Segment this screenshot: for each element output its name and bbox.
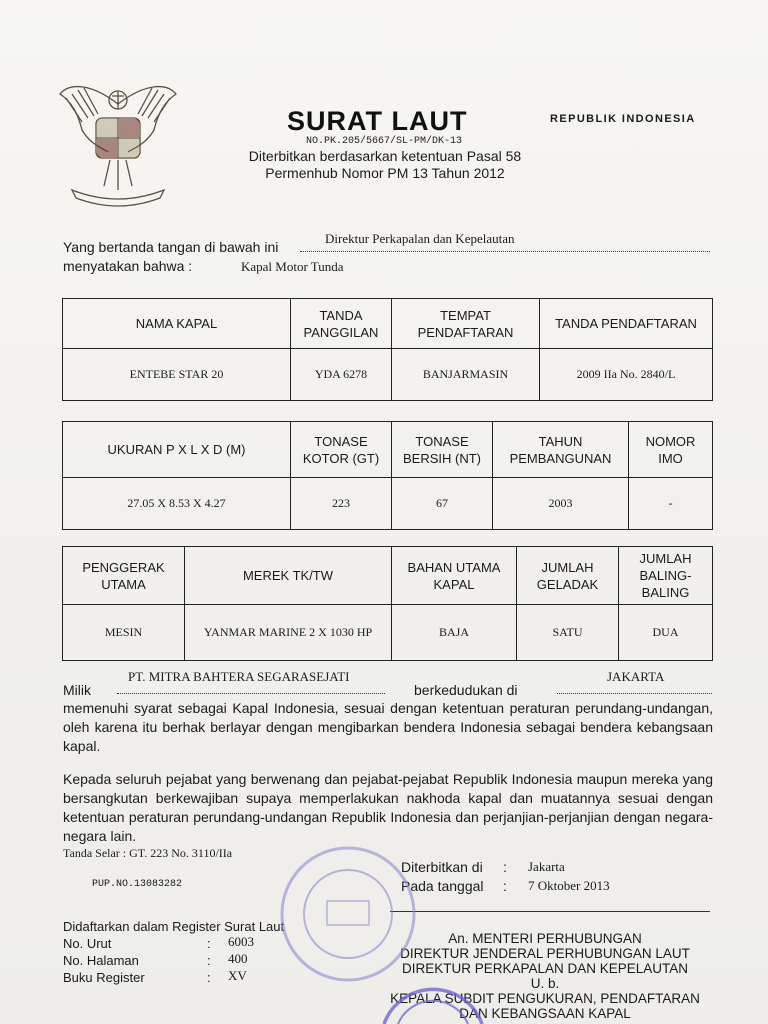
value-tanda-panggilan: YDA 6278 [291,349,392,401]
vessel-type: Kapal Motor Tunda [241,259,344,274]
signature-line: KEPALA SUBDIT PENGUKURAN, PENDAFTARAN [390,991,700,1006]
header-jumlah-geladak: JUMLAH GELADAK [517,547,619,605]
header-bahan-utama: BAHAN UTAMA KAPAL [392,547,517,605]
header-nama-kapal: NAMA KAPAL [63,299,291,349]
header-tonase-bersih: TONASE BERSIH (NT) [392,422,493,478]
owner-name: PT. MITRA BAHTERA SEGARASEJATI [128,669,350,684]
colon: : [207,970,211,985]
header-penggerak-utama: PENGGERAK UTAMA [63,547,185,605]
country-heading: REPUBLIK INDONESIA [550,113,696,125]
legal-basis-line-2: Permenhub Nomor PM 13 Tahun 2012 [265,165,505,181]
issued-place-label: Diterbitkan di [401,859,483,875]
value-tanda-pendaftaran: 2009 IIa No. 2840/L [540,349,713,401]
signature-line: DAN KEBANGSAAN KAPAL [459,1006,631,1021]
signature-line: DIREKTUR PERKAPALAN DAN KEPELAUTAN [401,961,689,976]
issued-date-label: Pada tanggal [401,878,484,894]
value-tonase-kotor: 223 [291,478,392,530]
document-number: NO.PK.205/5667/SL-PM/DK-13 [306,136,463,147]
header-tanda-pendaftaran: TANDA PENDAFTARAN [540,299,713,349]
signature-line: An. MENTERI PERHUBUNGAN [448,931,642,946]
value-ukuran: 27.05 X 8.53 X 4.27 [63,478,291,530]
value-nama-kapal: ENTEBE STAR 20 [63,349,291,401]
value-tahun-pembangunan: 2003 [493,478,629,530]
legal-basis-line-1: Diterbitkan berdasarkan ketentuan Pasal 58 [248,148,522,164]
register-label-buku: Buku Register [63,970,145,985]
owner-label: Milik [63,682,91,698]
register-value-no-halaman: 400 [228,951,248,966]
header-ukuran: UKURAN P X L X D (M) [63,422,291,478]
colon: : [503,878,507,894]
vessel-size-table [62,421,713,530]
dotted-line [557,693,712,694]
value-nomor-imo: - [629,478,713,530]
issued-date: 7 Oktober 2013 [528,878,610,893]
tanda-selar: Tanda Selar : GT. 223 No. 3110/IIa [63,846,233,860]
owner-city: JAKARTA [607,669,665,684]
domicile-label: berkedudukan di [414,682,518,698]
vessel-engine-table [62,546,713,661]
official-stamp [378,984,488,1024]
signed-label: Yang bertanda tangan di bawah ini [63,239,279,255]
value-jumlah-geladak: SATU [517,605,619,661]
register-label-no-halaman: No. Halaman [63,953,139,968]
states-label: menyatakan bahwa : [63,258,193,274]
signature-divider [390,911,710,912]
value-penggerak-utama: MESIN [63,605,185,661]
colon: : [503,859,507,875]
value-tonase-bersih: 67 [392,478,493,530]
document-title: SURAT LAUT [287,106,468,136]
colon: : [207,936,211,951]
value-bahan-utama: BAJA [392,605,517,661]
dotted-line [117,693,385,694]
register-title: Didaftarkan dalam Register Surat Laut [63,919,285,934]
signer-name: Direktur Perkapalan dan Kepelautan [325,231,515,246]
register-label-no-urut: No. Urut [63,936,112,951]
header-tempat-pendaftaran: TEMPAT PENDAFTARAN [392,299,540,349]
signature-line: U. b. [530,976,560,991]
header-merek: MEREK TK/TW [185,547,392,605]
issued-place: Jakarta [528,859,565,874]
dotted-line [300,251,710,252]
header-tanda-panggilan: TANDA PANGGILAN [291,299,392,349]
value-tempat-pendaftaran: BANJARMASIN [392,349,540,401]
register-value-buku: XV [228,968,247,983]
eligibility-paragraph: memenuhi syarat sebagai Kapal Indonesia, sesuai dengan ketentuan peraturan perundang-undangan, oleh karena itu berhak berlayar dengan mengibarkan bendera Indonesia sebagai bendera kebangsaan kapal. [63,700,713,754]
value-merek: YANMAR MARINE 2 X 1030 HP [185,605,392,661]
instruction-paragraph: Kepada seluruh pejabat yang berwenang dan pejabat-pejabat Republik Indonesia maupun mereka yang bersangkutan berkewajiban supaya memperlakukan nakhoda kapal dan muatannya sesuai dengan ketentuan peraturan perundang-undangan Republik Indonesia dan perjanjian-perjanjian dengan negara-negara lain. [63,771,713,844]
header-nomor-imo: NOMOR IMO [629,422,713,478]
header-tonase-kotor: TONASE KOTOR (GT) [291,422,392,478]
header-jumlah-baling: JUMLAH BALING-BALING [619,547,713,605]
vessel-identity-table [62,298,713,401]
register-value-no-urut: 6003 [228,934,254,949]
garuda-emblem [52,74,184,214]
legal-basis [230,148,540,182]
official-stamp [277,843,419,985]
value-jumlah-baling: DUA [619,605,713,661]
colon: : [207,953,211,968]
header-tahun-pembangunan: TAHUN PEMBANGUNAN [493,422,629,478]
pup-number: PUP.NO.13083282 [92,879,183,890]
signature-line: DIREKTUR JENDERAL PERHUBUNGAN LAUT [400,946,690,961]
